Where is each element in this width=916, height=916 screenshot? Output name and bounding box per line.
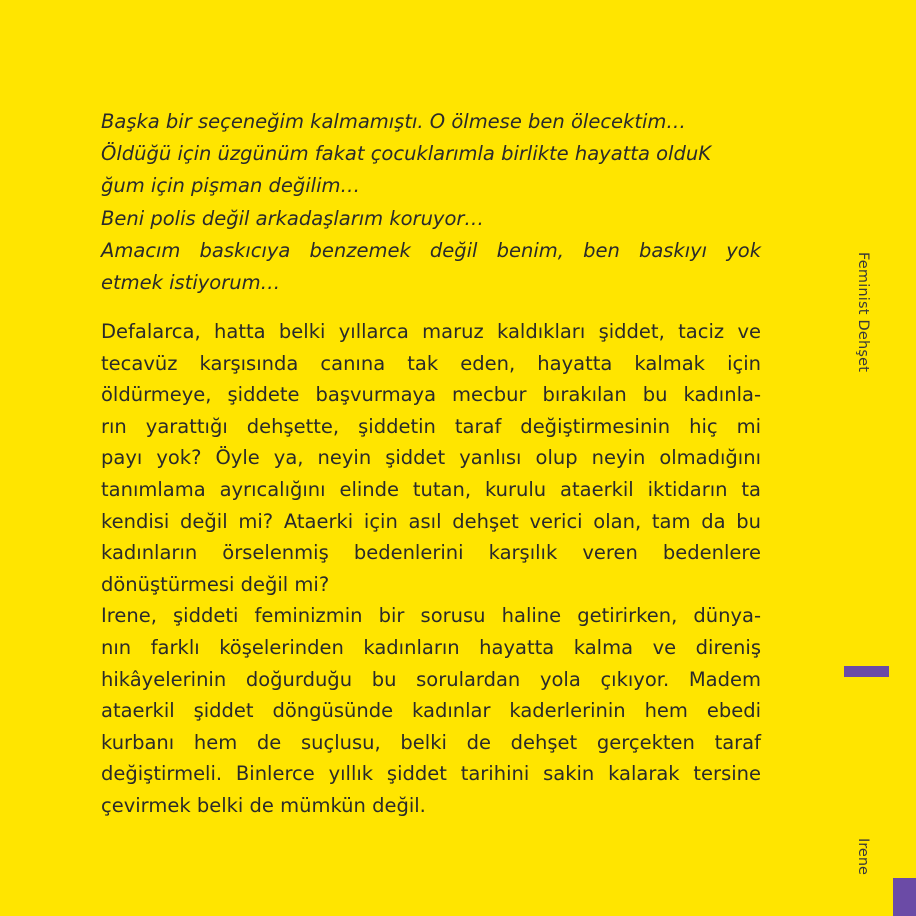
- accent-corner-block: [893, 878, 916, 916]
- body-line: tecavüz karşısında canına tak eden, hayatta kalmak için: [101, 351, 761, 375]
- accent-bar: [844, 666, 889, 677]
- quote-line: etmek istiyorum…: [101, 271, 281, 295]
- body-line: kendisi değil mi? Ataerki için asıl dehşet verici olan, tam da bu: [101, 509, 761, 533]
- quote-line: ğum için pişman değilim…: [101, 174, 361, 198]
- body-line: öldürmeye, şiddete başvurmaya mecbur bırakılan bu kadınla-: [101, 383, 761, 407]
- body-line: hikâyelerinin doğurduğu bu sorulardan yola çıkıyor. Madem: [101, 667, 761, 691]
- body-line: değiştirmeli. Binlerce yıllık şiddet tarihini sakin kalarak tersine: [101, 762, 761, 786]
- body-line: dönüştürmesi değil mi?: [101, 572, 330, 596]
- spine-author: Irene: [855, 838, 871, 875]
- quote-line: Beni polis değil arkadaşlarım koruyor…: [101, 206, 484, 230]
- body-line: kurbanı hem de suçlusu, belki de dehşet gerçekten taraf: [101, 730, 761, 754]
- body-text: [101, 316, 761, 822]
- spine-title: Feminist Dehşet: [855, 252, 871, 373]
- body-line: ataerkil şiddet döngüsünde kadınlar kaderlerinin hem ebedi: [101, 699, 761, 723]
- quote-line: Öldüğü için üzgünüm fakat çocuklarımla birlikte hayatta olduK: [101, 142, 711, 166]
- body-line: çevirmek belki de mümkün değil.: [101, 793, 426, 817]
- body-line: Irene, şiddeti feminizmin bir sorusu haline getirirken, dünya-: [101, 604, 761, 628]
- body-line: rın yarattığı dehşette, şiddetin taraf değiştirmesinin hiç mi: [101, 414, 761, 438]
- body-line: tanımlama ayrıcalığını elinde tutan, kurulu ataerkil iktidarın ta: [101, 477, 761, 501]
- body-line: nın farklı köşelerinden kadınların hayatta kalma ve direniş: [101, 635, 761, 659]
- quote-block: [101, 106, 761, 299]
- body-line: Defalarca, hatta belki yıllarca maruz kaldıkları şiddet, taciz ve: [101, 320, 761, 343]
- quote-line: Başka bir seçeneğim kalmamıştı. O ölmese ben ölecektim…: [101, 110, 686, 133]
- body-line: kadınların örselenmiş bedenlerini karşılık veren bedenlere: [101, 541, 761, 565]
- quote-line: Amacım baskıcıya benzemek değil benim, ben baskıyı yok: [101, 238, 761, 262]
- body-line: payı yok? Öyle ya, neyin şiddet yanlısı olup neyin olmadığını: [101, 446, 761, 470]
